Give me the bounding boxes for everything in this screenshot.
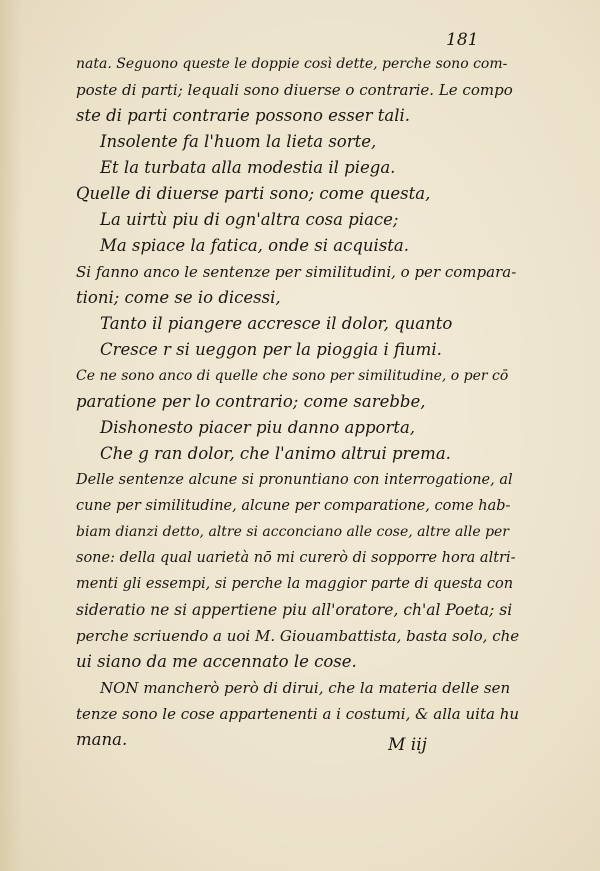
text-line: Si fanno anco le sentenze per similitudini, o per compara- bbox=[76, 263, 517, 281]
text-line: sideratio ne si appertiene piu all'oratore, ch'al Poeta; si bbox=[76, 601, 513, 619]
text-line: NON mancherò però di dirui, che la materia delle sen bbox=[100, 679, 511, 697]
text-line: cune per similitudine, alcune per comparatione, come hab- bbox=[76, 498, 511, 514]
text-line: Ce ne sono anco di quelle che sono per similitudine, o per cō bbox=[76, 368, 509, 384]
text-line: Delle sentenze alcune si pronuntiano con interrogatione, al bbox=[76, 472, 513, 488]
text-line: paratione per lo contrario; come sarebbe, bbox=[76, 392, 426, 411]
text-line: tenze sono le cose appartenenti a i costumi, & alla uita hu bbox=[76, 705, 520, 723]
text-line: perche scriuendo a uoi M. Giouambattista, basta solo, che bbox=[76, 627, 520, 645]
page-number: 181 bbox=[446, 30, 479, 50]
text-line: sone: della qual uarietà nō mi curerò di sopporre hora altri- bbox=[76, 550, 516, 566]
verse-line: Tanto il piangere accresce il dolor, quanto bbox=[100, 314, 453, 333]
text-line: mana. bbox=[76, 730, 128, 749]
text-line: tioni; come se io dicessi, bbox=[76, 288, 281, 307]
text-line: Quelle di diuerse parti sono; come questa, bbox=[76, 184, 431, 203]
text-line: ste di parti contrarie possono esser tali. bbox=[76, 106, 410, 125]
verse-line: Cresce r si ueggon per la pioggia i fiumi. bbox=[100, 340, 442, 359]
verse-line: Et la turbata alla modestia il piega. bbox=[100, 158, 396, 177]
verse-line: La uirtù piu di ogn'altra cosa piace; bbox=[100, 210, 399, 229]
text-line: poste di parti; lequali sono diuerse o contrarie. Le compo bbox=[76, 81, 513, 99]
verse-line: Insolente fa l'huom la lieta sorte, bbox=[100, 132, 377, 151]
verse-line: Che g ran dolor, che l'animo altrui prema. bbox=[100, 444, 451, 463]
signature-mark: M iij bbox=[388, 735, 427, 755]
verse-line: Dishonesto piacer piu danno apporta, bbox=[100, 418, 416, 437]
text-line: ui siano da me accennato le cose. bbox=[76, 652, 357, 671]
text-line: menti gli essempi, si perche la maggior parte di questa con bbox=[76, 576, 514, 592]
text-line: nata. Seguono queste le doppie così dette, perche sono com- bbox=[76, 56, 508, 72]
text-line: biam dianzi detto, altre si acconciano alle cose, altre alle per bbox=[76, 524, 510, 540]
verse-line: Ma spiace la fatica, onde si acquista. bbox=[100, 236, 409, 255]
